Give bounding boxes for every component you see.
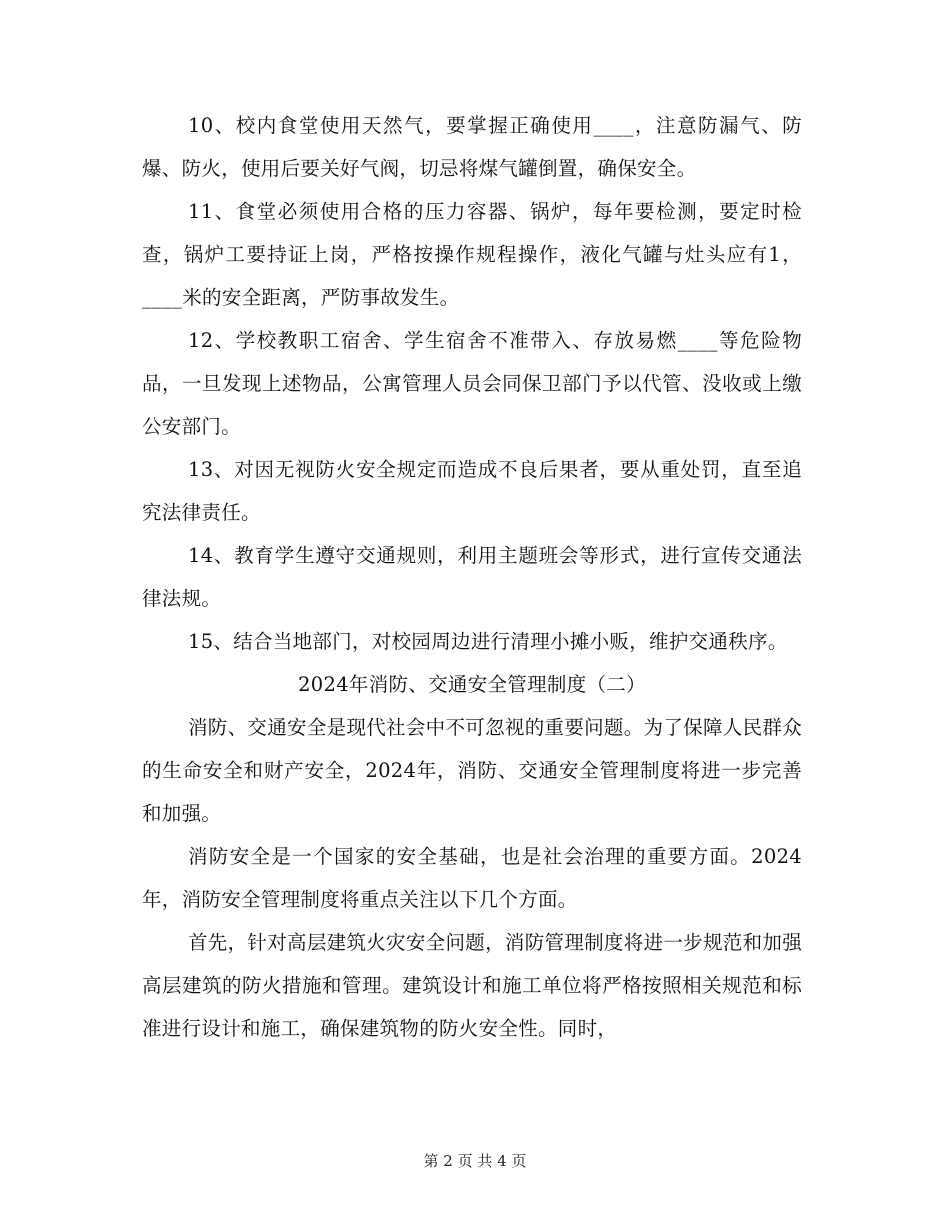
paragraph-item-12: 12、学校教职工宿舍、学生宿舍不准带入、存放易燃____等危险物品，一旦发现上述物品，公寓管理人员会同保卫部门予以代管、没收或上缴公安部门。 [142,329,802,438]
paragraph-high-rise: 首先，针对高层建筑火灾安全问题，消防管理制度将进一步规范和加强高层建筑的防火措施和管理。建筑设计和施工单位将严格按照相关规范和标准进行设计和施工，确保建筑物的防火安全性。同时， [142,931,802,1040]
paragraph-item-11: 11、食堂必须使用合格的压力容器、锅炉，每年要检测，要定时检查，锅炉工要持证上岗，严格按操作规程操作，液化气罐与灶头应有1，____米的安全距离，严防事故发生。 [142,200,802,309]
paragraph-item-15: 15、结合当地部门，对校园周边进行清理小摊小贩，维护交通秩序。 [188,630,788,653]
section-title: 2024年消防、交通安全管理制度（二） [298,673,646,696]
paragraph-item-10: 10、校内食堂使用天然气，要掌握正确使用____，注意防漏气、防爆、防火，使用后要关好气阀，切忌将煤气罐倒置，确保安全。 [142,114,802,180]
paragraph-fire-safety: 消防安全是一个国家的安全基础，也是社会治理的重要方面。2024年，消防安全管理制度将重点关注以下几个方面。 [142,845,802,911]
document-body [142,104,802,1050]
paragraph-item-14: 14、教育学生遵守交通规则，利用主题班会等形式，进行宣传交通法律法规。 [142,544,802,610]
paragraph-item-13: 13、对因无视防火安全规定而造成不良后果者，要从重处罚，直至追究法律责任。 [142,458,802,524]
page-number-footer: 第 2 页 共 4 页 [423,1152,527,1170]
paragraph-intro: 消防、交通安全是现代社会中不可忽视的重要问题。为了保障人民群众的生命安全和财产安全，2024年，消防、交通安全管理制度将进一步完善和加强。 [142,716,802,825]
